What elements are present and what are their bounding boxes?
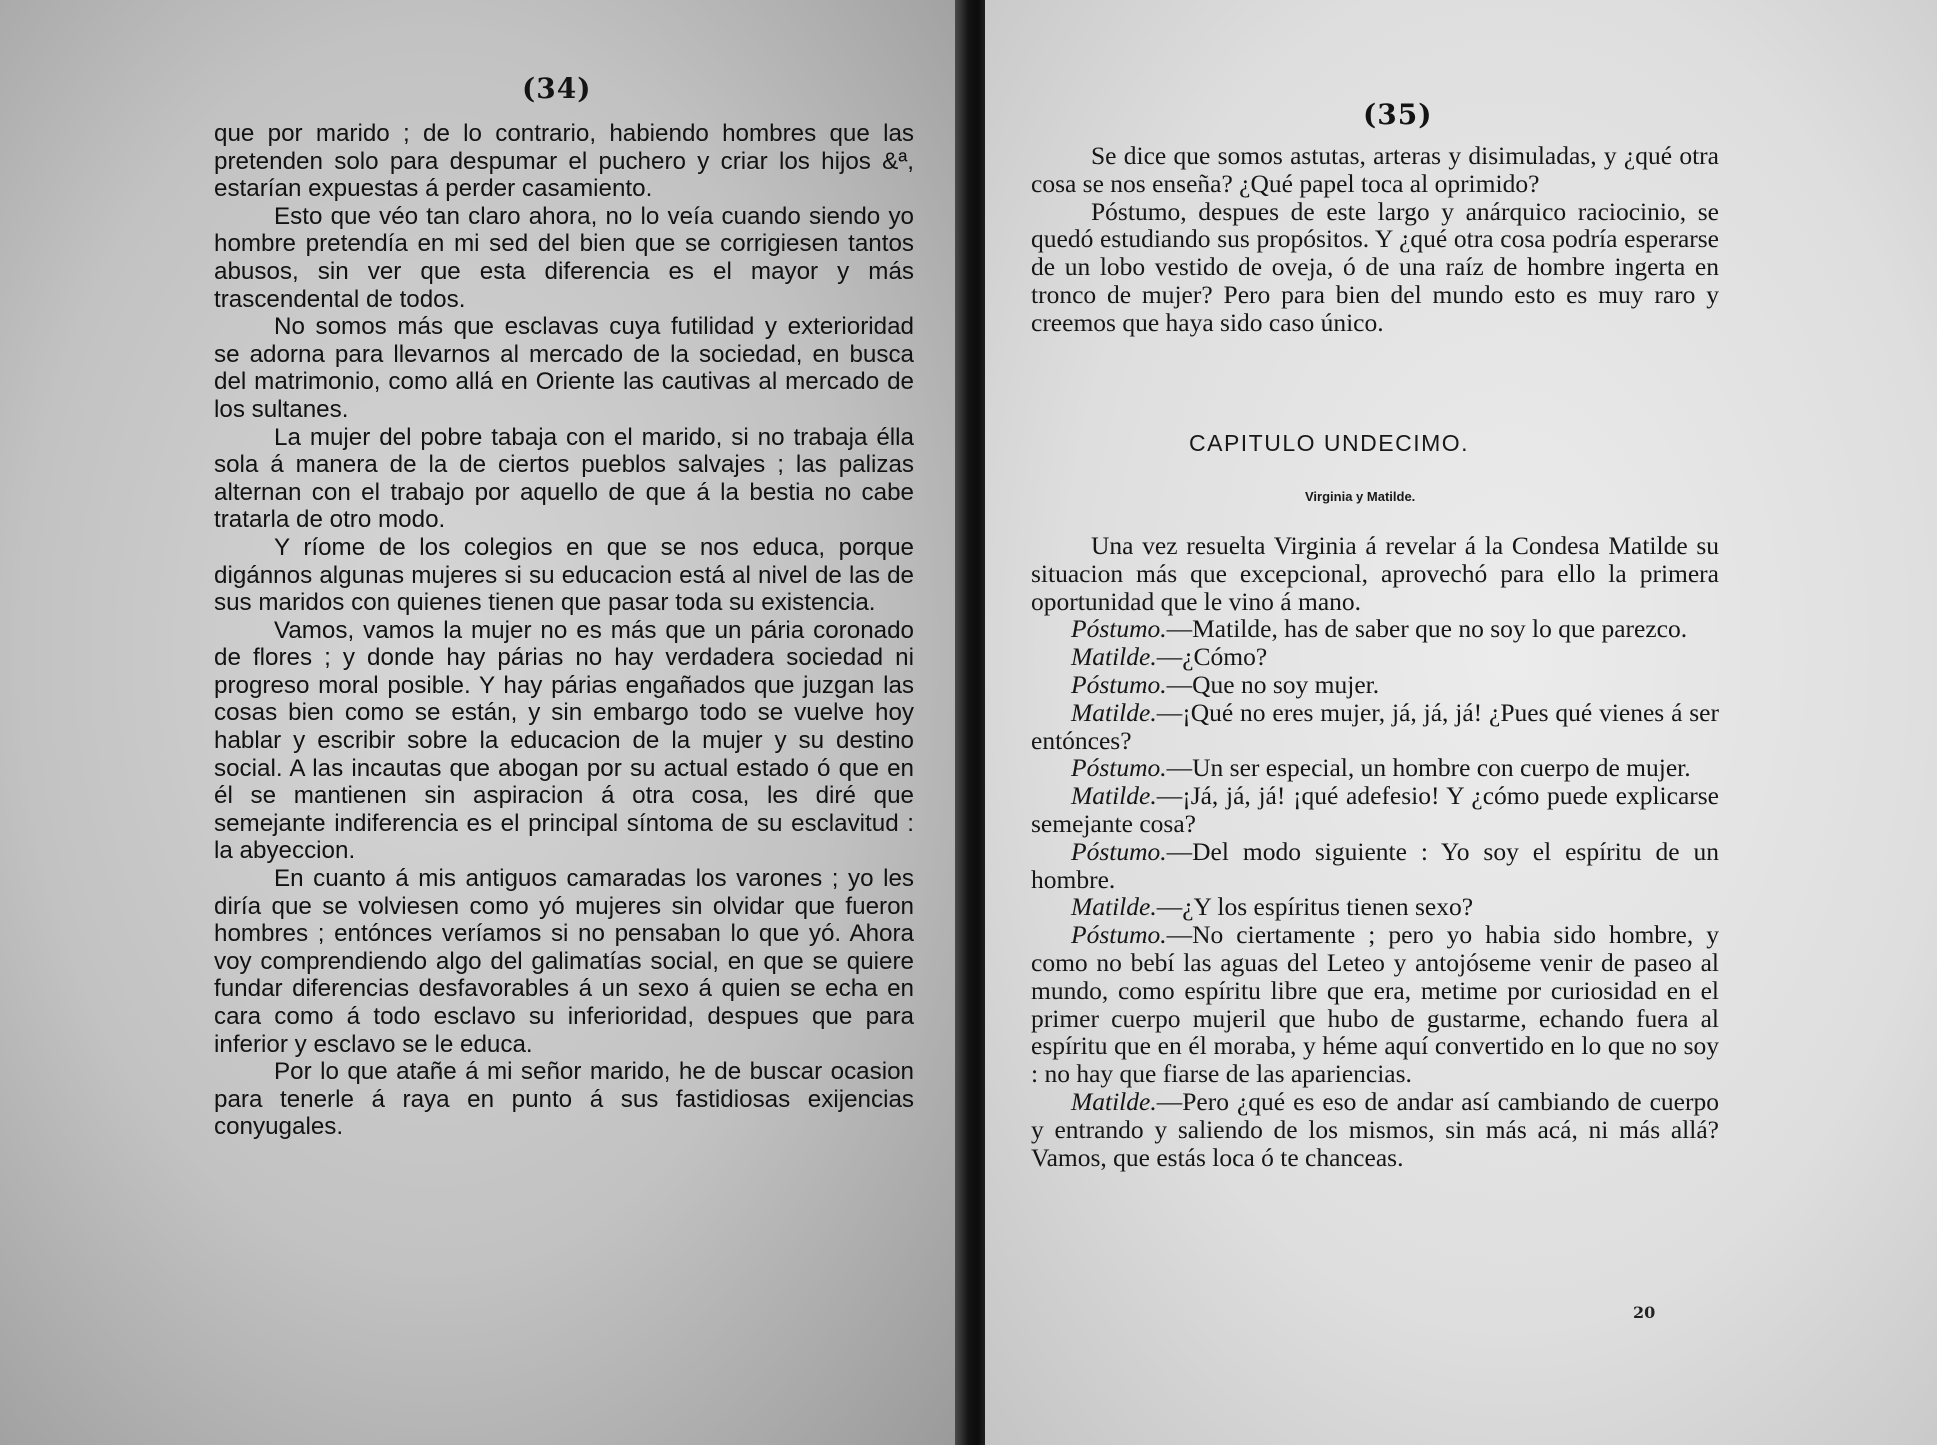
dialogue-line <box>1031 921 1719 1088</box>
paragraph: Y ríome de los colegios en que se nos educa, porque digánnos algunas mujeres si su educacion está al nivel de las de sus maridos con quienes tienen que pasar toda su existencia. <box>214 533 914 617</box>
dialogue-text: —¡Já, já, já! ¡qué adefesio! Y ¿cómo puede explicarse semejante cosa? <box>1031 781 1719 838</box>
dialogue-text: —Pero ¿qué es eso de andar así cambiando de cuerpo y entrando y saliendo de los mismos, sin más acá, ni más allá? Vamos, que estás loca ó te chanceas. <box>1031 1086 1719 1172</box>
paragraph: que por marido ; de lo contrario, habiendo hombres que las pretenden solo para despumar el puchero y criar los hijos &ª, estarían expuestas á perder casamiento. <box>214 120 914 203</box>
dialogue-speaker: Matilde. <box>1071 1086 1157 1116</box>
dialogue-line <box>1031 643 1719 671</box>
right-page-body-text <box>1031 532 1719 1171</box>
dialogue-text: —Un ser especial, un hombre con cuerpo de mujer. <box>1166 753 1691 783</box>
dialogue-text: —¿Cómo? <box>1156 642 1268 672</box>
dialogue-text: —No ciertamente ; pero yo habia sido hombre, y como no bebí las aguas del Leteo y antojóseme venir de paseo al mundo, como espíritu libre que era, metime por curiosidad en el primer cuerpo mujeril que hubo de gustarme, echando fuera al espíritu que en él moraba, y héme aquí convertido en lo que no soy : no hay que fiarse de las apariencias. <box>1031 920 1719 1089</box>
page-number: (34) <box>522 72 592 105</box>
dialogue-text: —Matilde, has de saber que no soy lo que parezco. <box>1166 614 1688 644</box>
chapter-title: CAPITULO UNDECIMO. <box>1189 430 1470 456</box>
paragraph: Vamos, vamos la mujer no es más que un pária coronado de flores ; y donde hay párias no hay verdadera sociedad ni progreso moral posible. Y hay párias engañados que juzgan las cosas bien como se están, y sin embargo todo se vuelve hoy hablar y escribir sobre la educacion de la mujer y su destino social. A las incautas que abogan por su actual estado ó que en él se mantienen sin aspiracion á otra cosa, les diré que semejante indiferencia es el principal síntoma de su esclavitud : la abyeccion. <box>214 616 914 865</box>
dialogue-line <box>1031 699 1719 755</box>
dialogue-line <box>1031 671 1719 699</box>
dialogue-line <box>1031 838 1719 894</box>
dialogue-speaker: Póstumo. <box>1071 753 1167 783</box>
paragraph: Se dice que somos astutas, arteras y disimuladas, y ¿qué otra cosa se nos enseña? ¿Qué papel toca al oprimido? <box>1031 141 1719 198</box>
dialogue-speaker: Póstumo. <box>1071 836 1167 866</box>
chapter-subtitle: Virginia y Matilde. <box>1305 489 1416 504</box>
dialogue-line <box>1031 1088 1719 1171</box>
left-page-text <box>214 120 914 1141</box>
dialogue-line <box>1031 782 1719 838</box>
dialogue-text: —Del modo siguiente : Yo soy el espíritu de un hombre. <box>1031 836 1719 894</box>
paragraph: La mujer del pobre tabaja con el marido, si no trabaja élla sola á manera de la de ciertos pueblos salvajes ; las palizas alternan con el trabajo por aquello de que á la bestia no cabe tratarla de otro modo. <box>214 423 914 534</box>
dialogue-line <box>1031 754 1719 782</box>
dialogue-line <box>1031 893 1719 921</box>
dialogue-line <box>1031 615 1719 643</box>
page-number: (35) <box>1363 98 1433 131</box>
paragraph: No somos más que esclavas cuya futilidad y exterioridad se adorna para llevarnos al mercado de la sociedad, en busca del matrimonio, como allá en Oriente las cautivas al mercado de los sultanes. <box>214 313 914 423</box>
dialogue-text: —¿Y los espíritus tienen sexo? <box>1156 892 1474 922</box>
paragraph: Póstumo, despues de este largo y anárquico raciocinio, se quedó estudiando sus propósitos. Y ¿qué otra cosa podría esperarse de un lobo vestido de oveja, ó de una raíz de hombre ingerta en tronco de mujer? Pero para bien del mundo esto es muy raro y creemos que haya sido caso único. <box>1031 196 1719 337</box>
dialogue-text: —¡Qué no eres mujer, já, já, já! ¿Pues qué vienes á ser entónces? <box>1031 697 1719 755</box>
left-page <box>0 0 960 1445</box>
dialogue-speaker: Póstumo. <box>1071 614 1167 644</box>
dialogue-text: —Que no soy mujer. <box>1166 669 1380 699</box>
paragraph: Una vez resuelta Virginia á revelar á la Condesa Matilde su situacion más que excepcional, aprovechó para ello la primera oportunidad que le vino á mano. <box>1031 531 1719 616</box>
paragraph: Por lo que atañe á mi señor marido, he de buscar ocasion para tenerle á raya en punto á sus fastidiosas exijencias conyugales. <box>214 1058 914 1141</box>
dialogue-speaker: Matilde. <box>1071 697 1157 727</box>
right-page-top-text <box>1031 142 1719 337</box>
paragraph: Esto que véo tan claro ahora, no lo veía cuando siendo yo hombre pretendía en mi sed del bien que se corrigiesen tantos abusos, sin ver que esta diferencia es el mayor y más trascendental de todos. <box>214 202 914 313</box>
dialogue-speaker: Matilde. <box>1071 892 1157 922</box>
dialogue-speaker: Póstumo. <box>1071 920 1167 950</box>
signature-mark: 20 <box>1633 1303 1656 1322</box>
right-page <box>985 0 1937 1445</box>
paragraph: En cuanto á mis antiguos camaradas los varones ; yo les diría que se volviesen como yó mujeres sin olvidar que fueron hombres ; entónces veríamos si no pensaban lo que yó. Ahora voy comprendiendo algo del galimatías social, en que se quiere fundar diferencias desfavorables á un sexo á quien se echa en cara como á todo esclavo su inferioridad, despues que para inferior y esclavo se le educa. <box>214 865 914 1058</box>
dialogue-speaker: Matilde. <box>1071 642 1157 672</box>
dialogue-speaker: Matilde. <box>1071 781 1157 811</box>
dialogue-speaker: Póstumo. <box>1071 669 1167 699</box>
